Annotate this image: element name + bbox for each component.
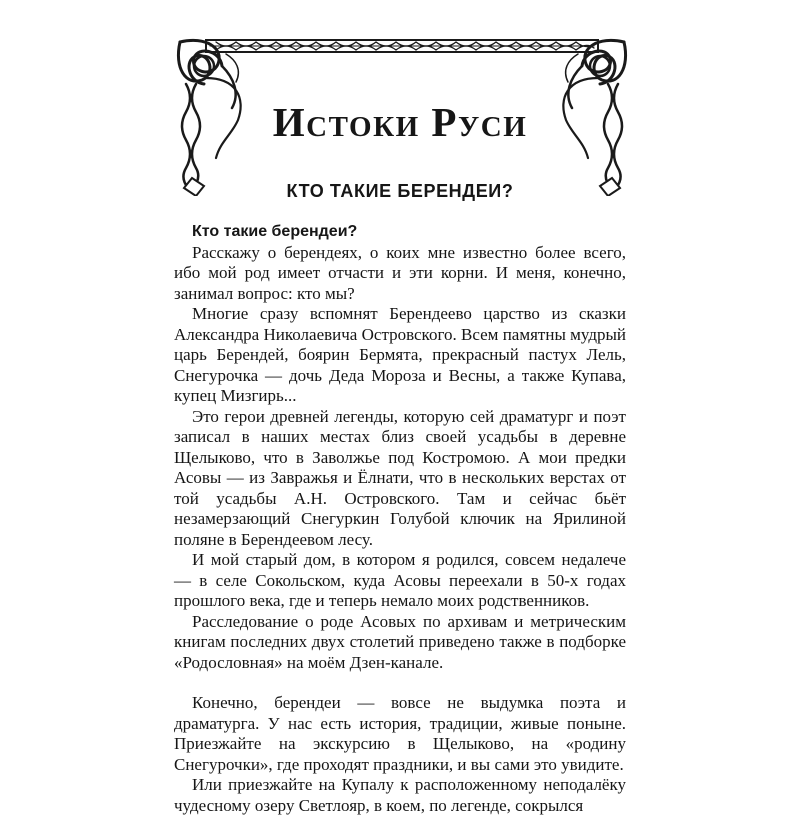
paragraph: Расследование о роде Асовых по архивам и метрическим книгам последних двух столетий приведено также в подборке «Родословная» на моём Дзен-канале. [174, 611, 626, 672]
paragraph: Многие сразу вспомнят Берендеево царство из сказки Александра Николаевича Островского. Всем памятны мудрый царь Берендей, боярин Бермята, прекрасный пастух Лель, Снегурочка — дочь Деда Мороза и Весны, а также Купава, купец Мизгирь... [174, 304, 626, 405]
paragraph: И мой старый дом, в котором я родился, совсем недалече — в селе Сокольском, куда Асовы переехали в 50-х годах прошлого века, где и теперь немало моих родственников. [174, 550, 626, 610]
body-text [174, 222, 626, 816]
chapter-title: КТО ТАКИЕ БЕРЕНДЕИ? [286, 181, 514, 201]
paragraph-gap [174, 673, 626, 693]
section-subheading: Кто такие берендеи? [192, 223, 358, 240]
running-title: Истоки Руси [272, 99, 528, 145]
paragraph: Или приезжайте на Купалу к расположенному неподалёку чудесному озеру Светлояр, в коем, по легенде, сокрылся [174, 775, 626, 815]
paragraph: Это герои древней легенды, которую сей драматург и поэт записал в наших местах близ своей усадьбы в деревне Щелыково, что в Заволжье под Костромою. А мои предки Асовы — из Завражья и Ёлнати, что в нескольких верстах от той усадьбы А.Н. Островского. Там и сейчас бьёт незамерзающий Снегуркин Голубой ключик на Ярилиной поляне в Берендеевом лесу. [174, 406, 626, 549]
paragraph: Конечно, берендеи — вовсе не выдумка поэта и драматурга. У нас есть история, традиции, живые поныне. Приезжайте на экскурсию в Щелыково, на «родину Снегурочки», где проходят праздники, и вы сами это увидите. [174, 693, 626, 774]
paragraph: Расскажу о берендеях, о коих мне известно более всего, ибо мой род имеет отчасти и эти корни. И меня, конечно, занимал вопрос: кто мы? [174, 242, 626, 303]
